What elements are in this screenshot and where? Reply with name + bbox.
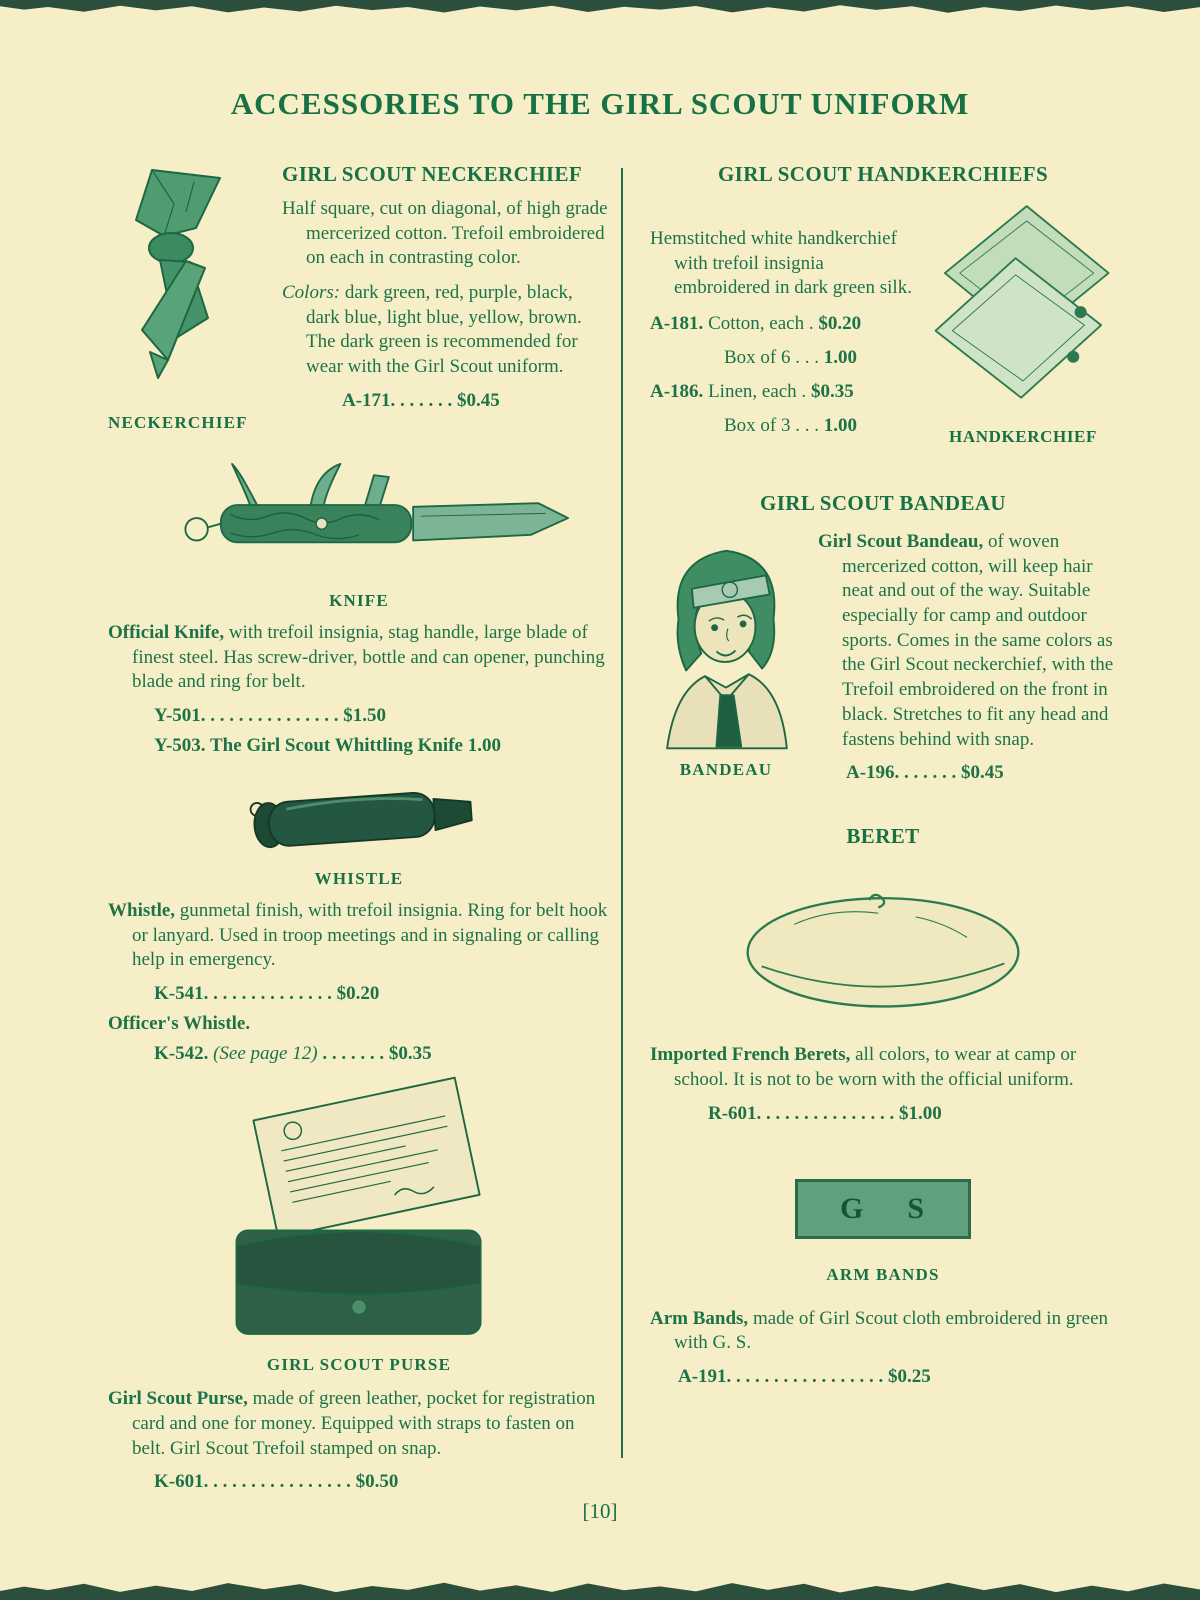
whistle-price-2-note: (See page 12) [213,1043,318,1065]
knife-image [119,449,599,589]
whistle-price-2-code: K-542. [154,1043,214,1065]
left-column [108,162,610,1507]
bandeau-caption: BANDEAU [679,760,773,779]
whistle-description [108,899,610,973]
armbands-description [650,1307,1116,1356]
handkerchiefs-price-row-1 [650,313,922,335]
handkerchiefs-section [650,162,1116,447]
handkerchiefs-box-row-1 [724,347,922,369]
torn-edge-top [0,0,1200,13]
bandeau-price: A-196. . . . . . . $0.45 [846,762,1004,784]
armbands-caption: ARM BANDS [826,1264,940,1284]
purse-price: K-601. . . . . . . . . . . . . . . . $0.50 [154,1471,399,1493]
right-column [650,162,1116,1402]
knife-price-1: Y-501. . . . . . . . . . . . . . . $1.50 [154,705,387,727]
beret-image [728,859,1038,1027]
beret-description [650,1043,1116,1092]
handkerchiefs-price-2: $0.35 [806,381,854,403]
page-title: ACCESSORIES TO THE GIRL SCOUT UNIFORM [230,86,970,121]
beret-section [650,824,1116,1124]
beret-price: R-601. . . . . . . . . . . . . . . $1.00 [708,1102,942,1124]
handkerchiefs-description: Hemstitched white handkerchief with trefoil insignia embroidered in dark green silk. [650,228,912,299]
purse-image [194,1085,524,1353]
handkerchiefs-heading: GIRL SCOUT HANDKERCHIEFS [717,162,1049,186]
purse-lead: Girl Scout Purse, [108,1388,248,1410]
handkerchiefs-text-2: Linen, each . [703,381,807,403]
neckerchief-colors [282,281,610,380]
armband-letter-g: G [839,1191,866,1225]
handkerchiefs-box-text-1: Box of 6 . . . [724,347,819,369]
page-number: [10] [582,1499,618,1523]
purse-caption: GIRL SCOUT PURSE [266,1355,452,1375]
handkerchiefs-price-1: $0.20 [813,313,862,335]
bandeau-image [650,530,802,752]
handkerchief-image [930,201,1116,413]
armbands-price: A-191. . . . . . . . . . . . . . . . . $0.25 [678,1365,931,1387]
neckerchief-caption: NECKERCHIEF [108,413,248,432]
bandeau-heading: GIRL SCOUT BANDEAU [759,491,1007,515]
whistle-price-2 [154,1043,610,1065]
armband-letter-s: S [907,1191,927,1225]
knife-body: with trefoil insignia, stag handle, large blade of finest steel. Has screw-driver, bottle and can opener, punching blade and ring for belt. [132,622,605,693]
purse-description [108,1387,610,1461]
officers-whistle-subhead: Officer's Whistle. [108,1013,251,1035]
handkerchiefs-code-1: A-181. [650,313,704,335]
armbands-section [650,1179,1116,1388]
neckerchief-price: A-171. . . . . . . $0.45 [342,389,500,411]
column-divider [621,168,623,1458]
torn-edge-bottom [0,1582,1200,1600]
neckerchief-colors-text: dark green, red, purple, black, dark blue, light blue, yellow, brown. The dark green is recommended for wear with the Girl Scout uniform. [306,282,582,378]
handkerchiefs-box-text-2: Box of 3 . . . [724,415,819,437]
beret-lead: Imported French Berets, [650,1044,851,1066]
purse-body: made of green leather, pocket for registration card and one for money. Equipped with straps to fasten on belt. Girl Scout Trefoil stamped on snap. [132,1388,596,1459]
neckerchief-description: Half square, cut on diagonal, of high grade mercerized cotton. Trefoil embroidered on each in contrasting color. [282,198,608,269]
whistle-price-1: K-541. . . . . . . . . . . . . . $0.20 [154,983,380,1005]
knife-description [108,621,610,695]
whistle-section [108,771,610,1065]
knife-price-2: Y-503. The Girl Scout Whittling Knife 1.00 [154,735,501,757]
handkerchiefs-box-price-1: 1.00 [819,347,857,369]
bandeau-body: of woven mercerized cotton, will keep hair neat and out of the way. Suitable especially for camp and outdoor sports. Comes in the same colors as the Girl Scout neckerchief, with the Trefoil embroidered on the front in black. Stretches to fit any head and fastens behind with snap. [842,531,1114,750]
neckerchief-heading: GIRL SCOUT NECKERCHIEF [282,162,583,186]
beret-heading: BERET [846,824,920,849]
whistle-lead: Whistle, [108,900,176,922]
handkerchiefs-price-row-2 [650,381,922,403]
whistle-image [214,771,504,863]
bandeau-section [650,491,1116,784]
knife-section [108,449,610,757]
knife-caption: KNIFE [329,591,389,610]
beret-body: all colors, to wear at camp or school. It is not to be worn with the official uniform. [674,1044,1077,1090]
handkerchiefs-code-2: A-186. [650,381,704,403]
handkerchief-caption: HANDKERCHIEF [949,427,1097,446]
bandeau-description [818,530,1116,752]
handkerchiefs-text-1: Cotton, each . [703,313,814,335]
bandeau-lead: Girl Scout Bandeau, [818,531,984,552]
neckerchief-image [108,162,258,407]
whistle-caption: WHISTLE [314,869,404,889]
whistle-price-2-rest: . . . . . . . $0.35 [317,1043,432,1065]
neckerchief-section [108,162,610,433]
knife-lead: Official Knife, [108,622,225,643]
armband-image [795,1179,971,1239]
whistle-body: gunmetal finish, with trefoil insignia. Ring for belt hook or lanyard. Used in troop meetings and in signaling or calling help in emergency. [132,900,608,971]
neckerchief-colors-label: Colors: [282,282,341,304]
handkerchiefs-box-row-2 [724,415,922,437]
armbands-body: made of Girl Scout cloth embroidered in green with G. S. [674,1307,1109,1354]
handkerchiefs-box-price-2: 1.00 [819,415,857,437]
purse-section [108,1085,610,1493]
armbands-lead: Arm Bands, [650,1307,749,1329]
